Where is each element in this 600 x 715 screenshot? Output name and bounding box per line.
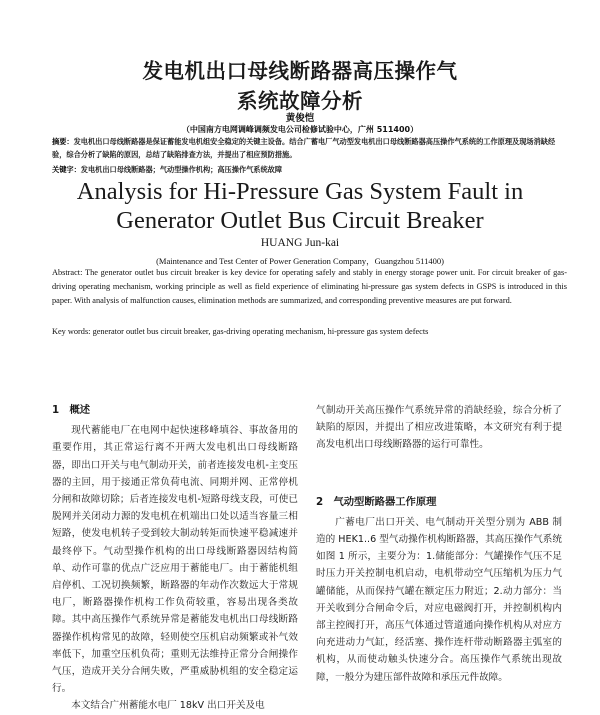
english-title-line-1: Analysis for Hi-Pressure Gas System Fault in	[76, 178, 524, 205]
english-keywords	[52, 325, 567, 339]
chinese-abstract	[52, 135, 562, 161]
english-author: HUANG Jun-kai	[260, 237, 340, 249]
english-affiliation: (Maintenance and Test Center of Power Generation Company，Guangzhou 511400)	[156, 256, 444, 266]
english-abstract-label: Abstract:	[52, 268, 83, 277]
english-abstract-text: The generator outlet bus circuit breaker is key device for operating safely and stably in energy storage power unit. For circuit breaker of gas-driving operating mechanism, working principle as well as field experience of eliminating hi-pressure gas system defects in GSPS is introduced in this paper. With analysis of malfunction causes, elimination methods are summarized, and corresponding preventive measures are put forward.	[52, 268, 567, 306]
chinese-abstract-label: 摘要：	[52, 137, 74, 146]
section-spacer	[316, 454, 562, 494]
section-1-heading: 1 概述	[52, 404, 91, 416]
chinese-author: 黄俊恺	[285, 113, 315, 124]
section-2-paragraph-1: 广蓄电厂出口开关、电气制动开关型分别为 ABB 制造的 HEK1..6 型气动操作机构断路器，其高压操作气系统如图 1 所示，主要分为：1.储能部分：气罐操作气压不足时压力开关控制电机启动，电机带动空气压缩机为压力气罐储能，从而保持气罐在额定压力附近；2.动力部分：当开关收到分合闸命令后，对应电磁阀打开，并控制机构内部主控阀打开，高压气体通过管道通向操作机构从对应方向充进动力气缸，经活塞、操作连杆带动断路器主弧室的机构，从而使动触头快速分合。高压操作气系统出现故障，一般分为建压部件故障和承压元件故障。	[316, 516, 562, 683]
section-1-paragraph-1: 现代蓄能电厂在电网中起快速移峰填谷、事故备用的重要作用，其正常运行离不开两大发电机出口母线断路器，即出口开关与电气制动开关，前者连接发电机-主变压器的主回，用于接通正常负荷电流、同期并网、正常停机分闸和故障切除；后者连接发电机-短路母线支段，可使已脱网并关闭动力源的发电机在机端出口处以适当容量三相短路，使发电机转子受到较大制动转矩而快速平稳减速并最终停下。气动型操作机构的出口母线断路器因结构简单、动作可靠的优点广泛应用于蓄能电厂。由于蓄能机组启停机、工况切换频繁，断路器的年动作次数远大于常规电厂，断路器操作机构工作负荷较重，容易出现各类故障。其中高压操作气系统异常是蓄能发电机出口母线断路器操作机构常见的故障，轻则使空压机启动频繁或补气效率低下，加重空压机负荷；重则无法维持正常分合闸操作气压，造成开关分合闸失败，严重威胁机组的安全稳定运行。	[52, 425, 298, 695]
chinese-affiliation: （中国南方电网调峰调频发电公司检修试验中心，广州 511400）	[181, 125, 419, 134]
body-column-right	[316, 402, 562, 686]
chinese-title-line-2: 系统故障分析	[237, 89, 363, 113]
chinese-title-line-1: 发电机出口母线断路器高压操作气	[142, 59, 458, 83]
section-1-paragraph-2: 本文结合广州蓄能水电厂 18kV 出口开关及电	[71, 700, 265, 712]
chinese-keywords	[52, 163, 562, 176]
section-2-heading: 2 气动型断路器工作原理	[316, 495, 437, 508]
section-1-paragraph-2-continued: 气制动开关高压操作气系统异常的消缺经验，综合分析了缺陷的原因，并提出了相应改进策略，本文研究有利于提高发电机出口母线断路器的运行可靠性。	[316, 405, 562, 451]
english-title-line-2: Generator Outlet Bus Circuit Breaker	[116, 207, 484, 234]
chinese-keywords-text: 发电机出口母线断路器；气动型操作机构；高压操作气系统故障	[80, 165, 283, 174]
english-keywords-text: generator outlet bus circuit breaker, gas-driving operating mechanism, hi-pressure gas system defects	[92, 327, 429, 336]
english-keywords-label: Key words:	[52, 327, 91, 336]
chinese-abstract-text: 发电机出口母线断路器是保证蓄能发电机组安全稳定的关键主设备。结合广蓄电厂气动型发电机出口母线断路器高压操作气系统的工作原理及现场消缺经验，综合分析了缺陷的原因，总结了缺陷排查方法，并提出了相应预防措施。	[52, 137, 556, 159]
body-column-left	[52, 402, 298, 715]
english-abstract	[52, 266, 567, 309]
chinese-keywords-label: 关键字：	[52, 165, 81, 174]
